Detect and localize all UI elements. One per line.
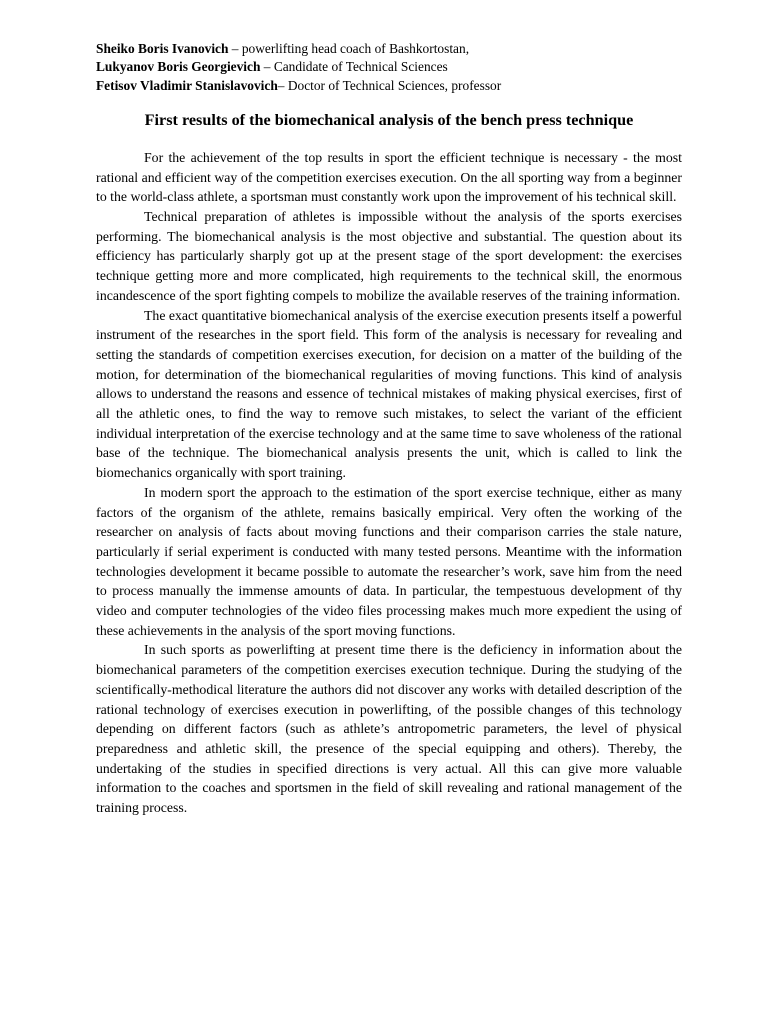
author-line — [96, 77, 682, 95]
document-page — [96, 40, 682, 818]
author-line — [96, 40, 682, 58]
body-paragraph: Technical preparation of athletes is impossible without the analysis of the sports exercises performing. The biomechanical analysis is the most objective and substantial. The question about its efficiency has particularly sharply got up at the present stage of the sport development: the exercises technique getting more and more complicated, high requirements to the technical skill, the enormous incandescence of the sport fighting compels to mobilize the available reserves of the training information. — [96, 209, 682, 303]
author-separator: – — [228, 41, 242, 56]
body-paragraph: In modern sport the approach to the estimation of the sport exercise technique, either as many factors of the organism of the athlete, remains basically empirical. Very often the working of the researcher on analysis of facts about moving functions and their comparison carries the stale nature, particularly if serial experiment is conducted with many tested persons. Meantime with the information technologies development it became possible to automate the researcher’s work, save him from the need to process manually the immense amounts of data. In particular, the tempestuous development of thy video and computer technologies of the video files processing makes much more expedient the using of these achievements in the analysis of the sport moving functions. — [96, 484, 682, 638]
author-role: powerlifting head coach of Bashkortostan, — [241, 41, 470, 56]
author-name: Fetisov Vladimir Stanislavovich — [96, 77, 278, 93]
author-line — [96, 58, 682, 76]
author-name: Sheiko Boris Ivanovich — [96, 41, 229, 56]
paper-body — [96, 148, 682, 818]
body-paragraph: The exact quantitative biomechanical analysis of the exercise execution presents itself a powerful instrument of the researches in the sport field. This form of the analysis is necessary for revealing and setting the standards of competition exercises execution, for decision on a matter of the building of the motion, for determination of the biomechanical regularities of moving functions. This kind of analysis allows to understand the reasons and essence of technical mistakes of making physical exercises, first of all the athletic ones, to find the way to remove such mistakes, to select the variant of the efficient individual interpretation of the exercise technology and at the same time to save wholeness of the rational base of the technique. The biomechanical analysis presents the unit, which is called to link the biomechanics organically with sport training. — [96, 307, 682, 481]
body-paragraph: In such sports as powerlifting at present time there is the deficiency in information about the biomechanical parameters of the competition exercises execution technique. During the studying of the scientifically-methodical literature the authors did not discover any works with detailed description of the rational technology of exercises execution in powerlifting, of the possible changes of this technology depending on different factors (such as athlete’s antropometric parameters, the level of physical preparedness and athletic skill, the presence of the special equipping and others). Thereby, the undertaking of the studies in specified directions is very actual. All this can give more valuable information to the coaches and sportsmen in the field of skill revealing and rational management of the training process. — [96, 642, 682, 816]
author-separator: – — [260, 59, 274, 75]
author-role: Candidate of Technical Sciences — [273, 59, 448, 75]
author-name: Lukyanov Boris Georgievich — [96, 59, 261, 75]
body-paragraph: For the achievement of the top results in sport the efficient technique is necessary - the most rational and efficient way of the competition exercises execution. On the all sporting way from a beginner to the world-class athlete, a sportsman must constantly work upon the improvement of his technical skill. — [96, 149, 682, 205]
author-list — [96, 40, 682, 95]
author-separator: – — [277, 77, 288, 93]
author-role: Doctor of Technical Sciences, professor — [287, 77, 502, 93]
paper-title: First results of the biomechanical analysis of the bench press technique — [144, 110, 634, 129]
